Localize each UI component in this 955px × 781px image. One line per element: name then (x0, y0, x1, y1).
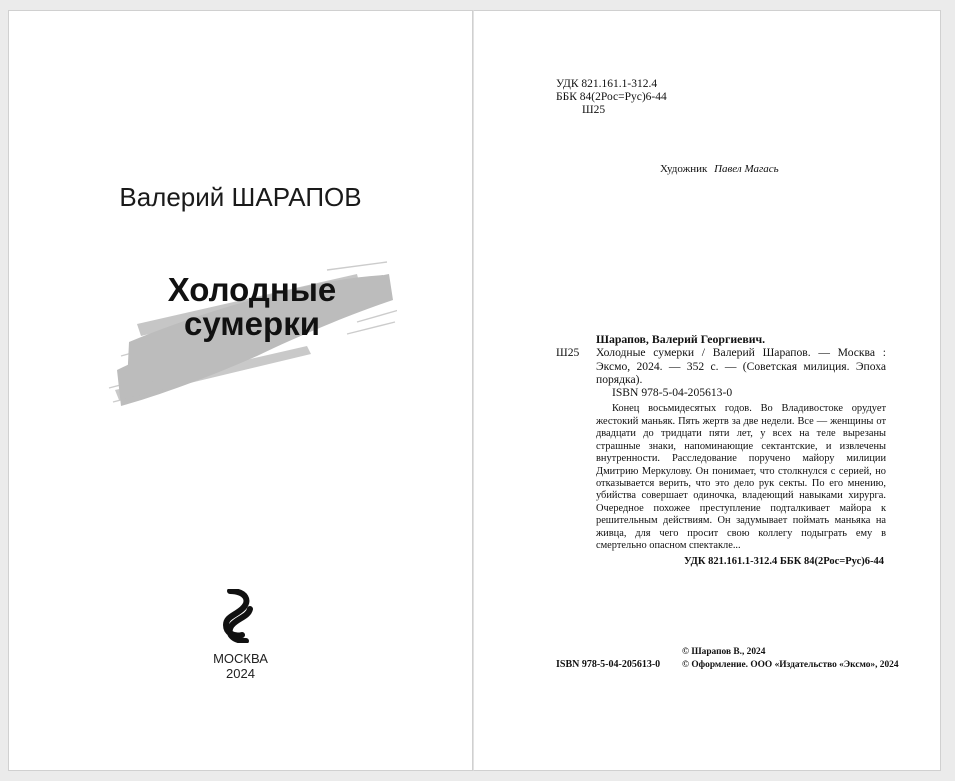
catalog-card (556, 333, 886, 568)
copyright-block (682, 646, 899, 672)
card-udk: УДК 821.161.1-312.4 (683, 556, 778, 568)
copyright-design: © Оформление. ООО «Издательство «Эксмо», 2024 (682, 660, 899, 670)
classification-codes (556, 78, 667, 117)
card-classification (556, 555, 886, 568)
author-sign: Ш25 (582, 104, 606, 116)
card-author-heading: Шарапов, Валерий Георгиевич. (596, 332, 766, 346)
card-sign: Ш25 (556, 346, 580, 360)
book-title-line-1: Холодные (167, 271, 337, 308)
eksmo-logo-icon (220, 589, 256, 643)
bbk-code: ББК 84(2Рос=Рус)6-44 (556, 91, 667, 103)
isbn-bottom: ISBN 978-5-04-205613-0 (556, 659, 661, 670)
publication-year: 2024 (226, 666, 255, 681)
imprint-page-right (473, 10, 941, 771)
card-description-row (556, 346, 886, 386)
card-isbn: ISBN 978-5-04-205613-0 (612, 386, 733, 400)
artist-label: Художник (660, 163, 708, 175)
title-page-left (8, 10, 473, 771)
copyright-author: © Шарапов В., 2024 (682, 647, 766, 657)
publisher-city: МОСКВА (213, 651, 268, 666)
artist-credit (660, 163, 779, 175)
book-title-line-2: сумерки (184, 305, 320, 342)
book-title (107, 273, 397, 341)
udk-code: УДК 821.161.1-312.4 (556, 78, 658, 90)
card-description: Холодные сумерки / Валерий Шарапов. — Москва : Эксмо, 2024. — 352 с. — (Советская милиция. Эпоха порядка). (596, 346, 886, 386)
author-name: Валерий ШАРАПОВ (119, 182, 362, 212)
card-annotation: Конец восьмидесятых годов. Во Владивостоке орудует жестокий маньяк. Пять жертв за две недели. Все — женщины от двадцати до тридцати пяти лет, у всех на теле вырезаны страшные знаки, напоминающие сектантские, и извлечены внутренности. Расследование поручено майору милиции Дмитрию Меркулову. Он понимает, что столкнулся с серией, но отказывается верить, что это дело рук секты. По его мнению, убийства совершает одиночка, владеющий навыками хирурга. Очередное похожее преступление подталкивает майора к решительным действиям. Он задумывает поймать маньяка на живца, для чего просит свою коллегу подыграть ему в смертельно опасном спектакле... (596, 403, 886, 551)
card-bbk: ББК 84(2Рос=Рус)6-44 (779, 556, 884, 568)
artist-name: Павел Магась (714, 163, 779, 175)
